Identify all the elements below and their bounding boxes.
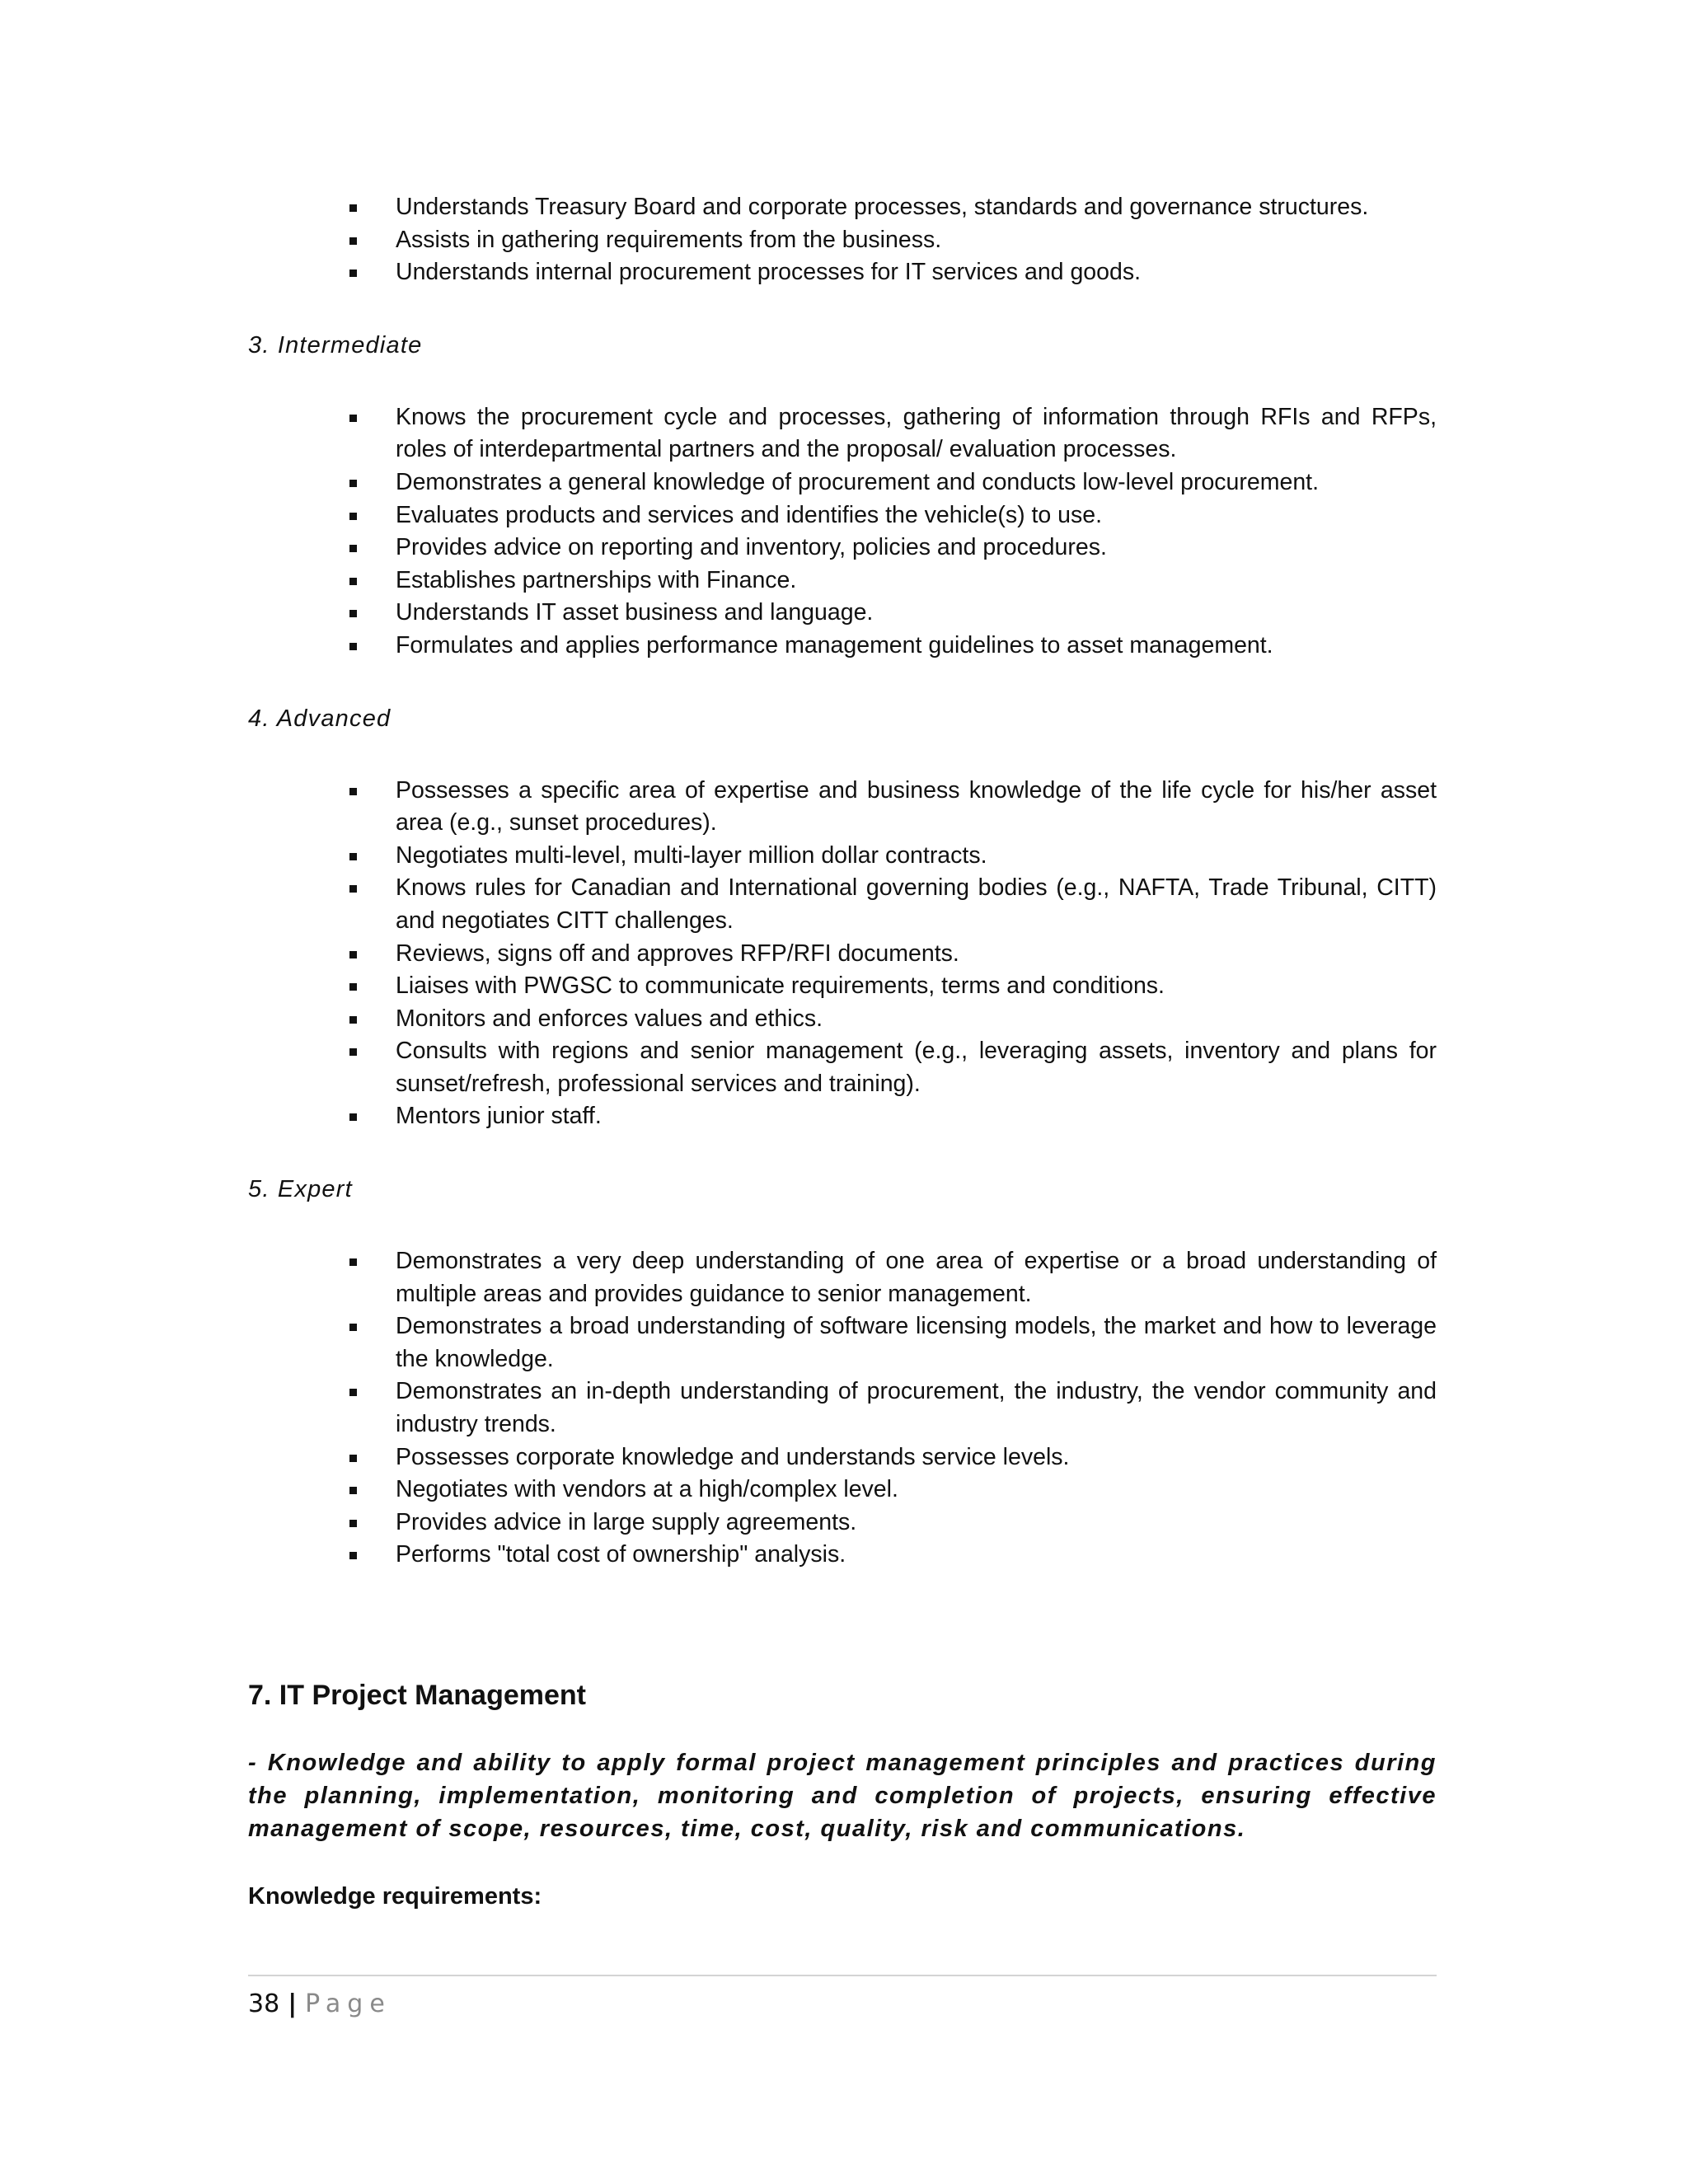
- list-item: Negotiates with vendors at a high/complex level.: [396, 1474, 1437, 1507]
- level-heading-advanced: 4. Advanced: [248, 705, 392, 732]
- list-item: Demonstrates a broad understanding of software licensing models, the market and how to leverage the knowledge.: [396, 1310, 1437, 1376]
- list-item: Knows the procurement cycle and processes, gathering of information through RFIs and RFPs, roles of interdepartmental partners and the proposal/ evaluation processes.: [396, 401, 1437, 466]
- list-item: Possesses corporate knowledge and understands service levels.: [396, 1441, 1437, 1474]
- list-item: Consults with regions and senior management (e.g., leveraging assets, inventory and plans for sunset/refresh, professional services and training).: [396, 1035, 1437, 1100]
- footer-separator: |: [288, 1990, 298, 2018]
- list-item: Monitors and enforces values and ethics.: [396, 1003, 1437, 1036]
- list-item: Understands Treasury Board and corporate processes, standards and governance structures.: [396, 191, 1437, 224]
- list-item: Provides advice on reporting and inventory, policies and procedures.: [396, 532, 1437, 565]
- knowledge-requirements-heading: Knowledge requirements:: [248, 1883, 542, 1910]
- intermediate-list: [248, 401, 1437, 663]
- list-item: Demonstrates a very deep understanding of one area of expertise or a broad understanding of multiple areas and provides guidance to senior management.: [396, 1245, 1437, 1310]
- list-item: Understands IT asset business and language.: [396, 597, 1437, 630]
- list-item: Formulates and applies performance management guidelines to asset management.: [396, 630, 1437, 663]
- intro-list: [248, 191, 1437, 289]
- list-item: Evaluates products and services and identifies the vehicle(s) to use.: [396, 499, 1437, 532]
- list-item: Negotiates multi-level, multi-layer million dollar contracts.: [396, 840, 1437, 873]
- list-item: Performs "total cost of ownership" analysis.: [396, 1539, 1437, 1572]
- list-item: Demonstrates an in-depth understanding of procurement, the industry, the vendor community and industry trends.: [396, 1376, 1437, 1441]
- list-item: Demonstrates a general knowledge of procurement and conducts low-level procurement.: [396, 466, 1437, 499]
- list-item: Liaises with PWGSC to communicate requirements, terms and conditions.: [396, 970, 1437, 1003]
- list-item: Reviews, signs off and approves RFP/RFI documents.: [396, 938, 1437, 971]
- page-footer: [248, 1975, 1437, 2021]
- section-description: - Knowledge and ability to apply formal project management principles and practices during the planning, implementation, monitoring and completion of projects, ensuring effective management of scope, resources, time, cost, quality, risk and communications.: [248, 1750, 1437, 1842]
- list-item: Understands internal procurement processes for IT services and goods.: [396, 256, 1437, 289]
- list-item: Knows rules for Canadian and International governing bodies (e.g., NAFTA, Trade Tribunal, CITT) and negotiates CITT challenges.: [396, 872, 1437, 937]
- page-content: [248, 191, 1437, 1913]
- page-number: 38: [248, 1990, 280, 2018]
- level-heading-intermediate: 3. Intermediate: [248, 331, 423, 359]
- list-item: Establishes partnerships with Finance.: [396, 565, 1437, 598]
- level-heading-expert: 5. Expert: [248, 1176, 353, 1203]
- advanced-list: [248, 775, 1437, 1134]
- list-item: Provides advice in large supply agreements.: [396, 1507, 1437, 1540]
- page-label: Page: [305, 1990, 392, 2018]
- list-item: Possesses a specific area of expertise and business knowledge of the life cycle for his/her asset area (e.g., sunset procedures).: [396, 775, 1437, 840]
- expert-list: [248, 1245, 1437, 1572]
- list-item: Assists in gathering requirements from the business.: [396, 224, 1437, 257]
- section-title: 7. IT Project Management: [248, 1680, 586, 1711]
- list-item: Mentors junior staff.: [396, 1100, 1437, 1133]
